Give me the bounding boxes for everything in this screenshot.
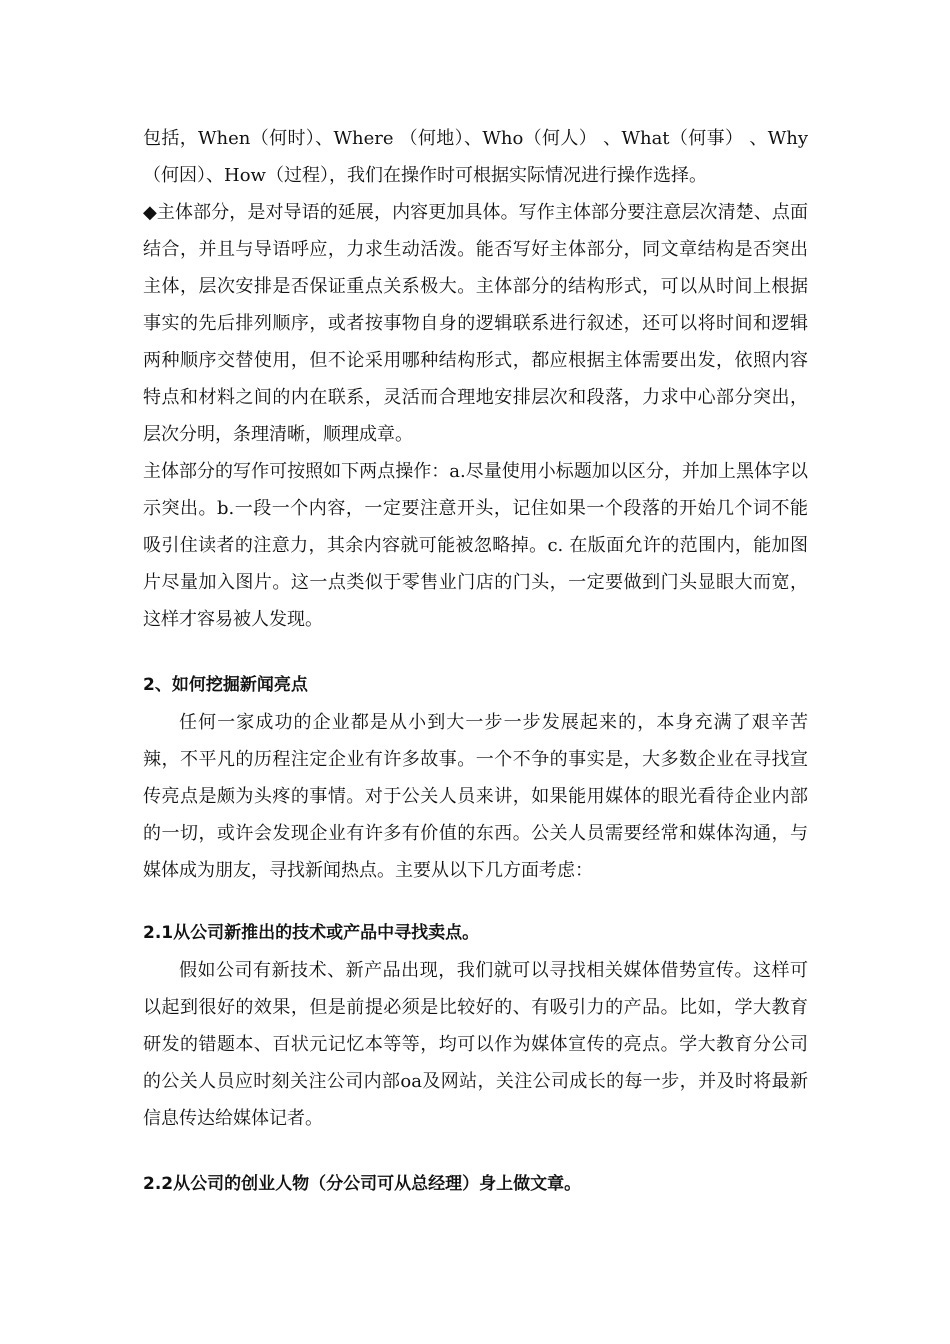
spacer (143, 889, 808, 915)
paragraph-news-highlights: 任何一家成功的企业都是从小到大一步一步发展起来的，本身充满了艰辛苦辣，不平凡的历程注定企业有许多故事。一个不争的事实是，大多数企业在寻找宣传亮点是颇为头疼的事情。对于公关人员来讲，如果能用媒体的眼光看待企业内部的一切，或许会发现企业有许多有价值的东西。公关人员需要经常和媒体沟通，与媒体成为朋友，寻找新闻热点。主要从以下几方面考虑： (143, 712, 808, 881)
paragraph-main-body-operations: 主体部分的写作可按照如下两点操作：a.尽量使用小标题加以区分，并加上黑体字以示突出。b.一段一个内容，一定要注意开头，记住如果一个段落的开始几个词不能吸引住读者的注意力，其余内容就可能被忽略掉。c. 在版面允许的范围内，能加图片尽量加入图片。这一点类似于零售业门店的门头，一定要做到门头显眼大而宽，这样才容易被人发现。 (143, 461, 808, 630)
spacer (143, 1137, 808, 1166)
paragraph-new-products: 假如公司有新技术、新产品出现，我们就可以寻找相关媒体借势宣传。这样可以起到很好的效果，但是前提必须是比较好的、有吸引力的产品。比如，学大教育研发的错题本、百状元记忆本等等，均可以作为媒体宣传的亮点。学大教育分公司的公关人员应时刻关注公司内部oa及网站，关注公司成长的每一步，并及时将最新信息传达给媒体记者。 (143, 960, 808, 1129)
paragraph-main-body: ◆主体部分，是对导语的延展，内容更加具体。写作主体部分要注意层次清楚、点面结合，并且与导语呼应，力求生动活泼。能否写好主体部分，同文章结构是否突出主体，层次安排是否保证重点关系极大。主体部分的结构形式，可以从时间上根据事实的先后排列顺序，或者按事物自身的逻辑联系进行叙述，还可以将时间和逻辑两种顺序交替使用，但不论采用哪种结构形式，都应根据主体需要出发，依照内容特点和材料之间的内在联系，灵活而合理地安排层次和段落，力求中心部分突出，层次分明，条理清晰，顺理成章。 (143, 202, 808, 445)
section-heading-2: 2、如何挖掘新闻亮点 (143, 675, 308, 695)
paragraph-5w1h: 包括，When（何时）、Where （何地）、Who（何人） 、What（何事） 、Why（何因）、How（过程），我们在操作时可根据实际情况进行操作选择。 (143, 128, 808, 186)
spacer (143, 638, 808, 667)
section-heading-2-2: 2.2从公司的创业人物（分公司可从总经理）身上做文章。 (143, 1174, 582, 1194)
document-body (143, 120, 808, 1203)
section-heading-2-1: 2.1从公司新推出的技术或产品中寻找卖点。 (143, 923, 480, 943)
